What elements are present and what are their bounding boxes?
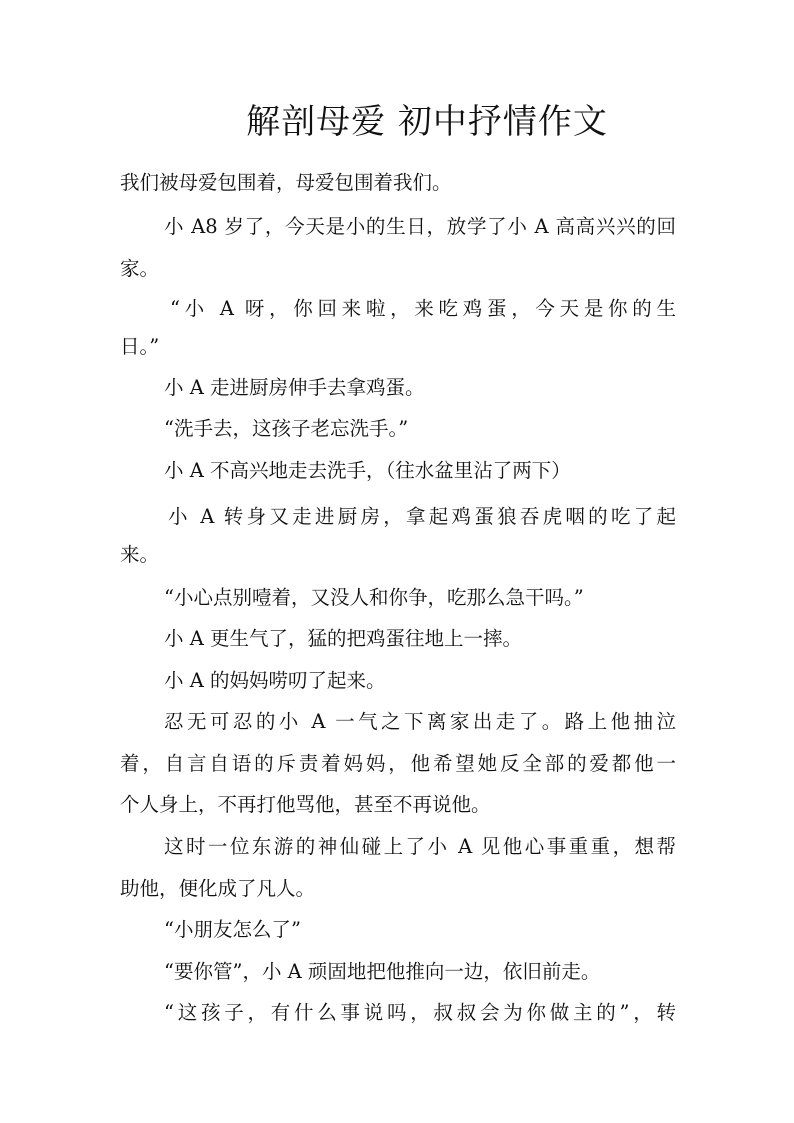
text-line: “小 A 呀，你回来啦，来吃鸡蛋，今天是你的生 bbox=[170, 297, 676, 320]
text-line: 小 A 转身又走进厨房，拿起鸡蛋狼吞虎咽的吃了起 bbox=[168, 505, 676, 528]
text-line: “洗手去，这孩子老忘洗手。” bbox=[164, 417, 409, 440]
text-line: “这孩子，有什么事说吗，叔叔会为你做主的”，转 bbox=[164, 1001, 676, 1024]
text-line: 小 A8 岁了，今天是小的生日，放学了小 A 高高兴兴的回 bbox=[164, 215, 676, 238]
page-title: 解剖母爱 初中抒情作文 bbox=[246, 102, 608, 142]
text-line: 来。 bbox=[120, 543, 160, 566]
text-line: 忍无可忍的小 A 一气之下离家出走了。路上他抽泣 bbox=[164, 710, 676, 733]
text-line: “小心点别噎着，又没人和你争，吃那么急干吗。” bbox=[164, 586, 584, 609]
text-line: 小 A 不高兴地走去洗手，（往水盆里沾了两下） bbox=[164, 459, 571, 482]
text-line: “小朋友怎么了” bbox=[164, 918, 301, 941]
text-line: 助他，便化成了凡人。 bbox=[120, 877, 316, 900]
text-line: 小 A 的妈妈唠叨了起来。 bbox=[164, 669, 386, 692]
text-line: 日。” bbox=[120, 335, 160, 358]
text-line: “要你管”，小 A 顽固地把他推向一边，依旧前走。 bbox=[164, 960, 601, 983]
text-line: 我们被母爱包围着，母爱包围着我们。 bbox=[120, 171, 452, 194]
text-line: 着，自言自语的斥责着妈妈，他希望她反全部的爱都他一 bbox=[120, 752, 676, 775]
text-line: 这时一位东游的神仙碰上了小 A 见他心事重重，想帮 bbox=[164, 835, 676, 858]
text-line: 个人身上，不再打他骂他，甚至不再说他。 bbox=[120, 793, 491, 816]
text-line: 小 A 走进厨房伸手去拿鸡蛋。 bbox=[164, 376, 425, 399]
text-line: 小 A 更生气了，猛的把鸡蛋往地上一摔。 bbox=[164, 627, 522, 650]
text-line: 家。 bbox=[120, 257, 160, 280]
